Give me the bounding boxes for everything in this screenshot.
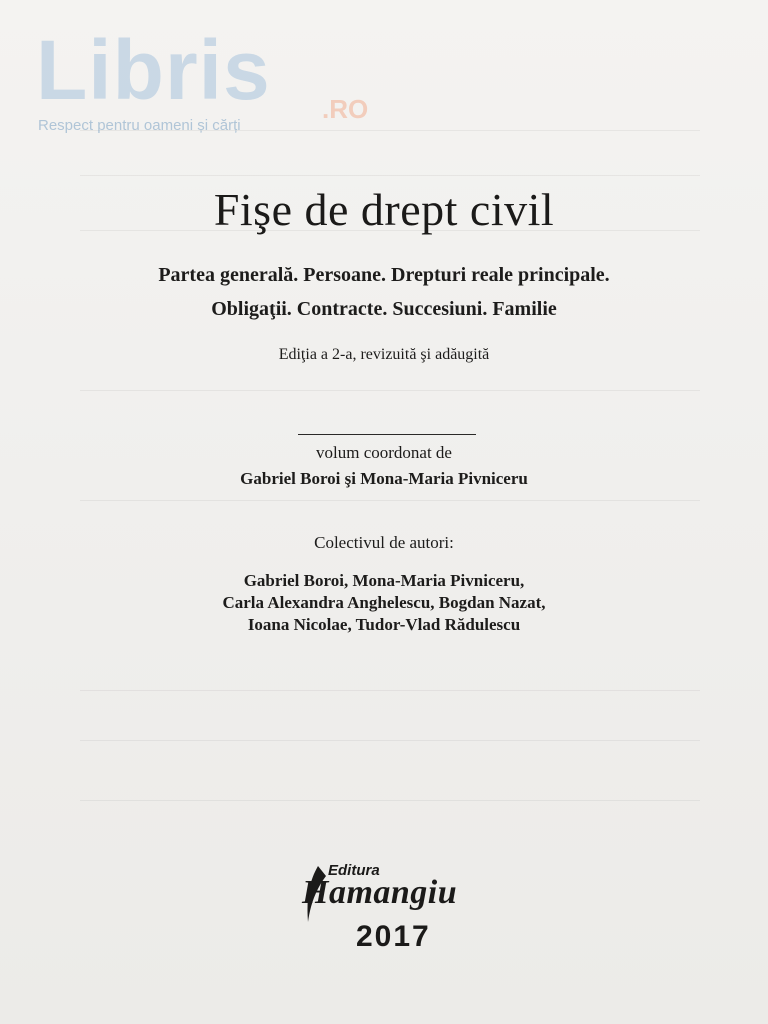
authors-heading: Colectivul de autori: bbox=[314, 533, 454, 552]
publisher-name: Hamangiu bbox=[302, 874, 458, 911]
bleed-line bbox=[80, 390, 700, 391]
publication-year: 2017 bbox=[356, 920, 431, 953]
watermark-logo bbox=[36, 22, 369, 142]
author-line: Carla Alexandra Anghelescu, Bogdan Nazat, bbox=[222, 593, 546, 612]
bleed-line bbox=[80, 175, 700, 176]
bleed-line bbox=[80, 690, 700, 691]
author-line: Ioana Nicolae, Tudor-Vlad Rădulescu bbox=[247, 615, 521, 634]
bleed-line bbox=[80, 500, 700, 501]
edition-note: Ediţia a 2-a, revizuită şi adăugită bbox=[278, 346, 490, 363]
author-line: Gabriel Boroi, Mona-Maria Pivniceru, bbox=[243, 571, 525, 590]
publisher-label: Editura bbox=[328, 862, 380, 879]
watermark-brand: Libris bbox=[36, 23, 271, 117]
bleed-line bbox=[80, 800, 700, 801]
watermark-suffix: .RO bbox=[322, 94, 369, 124]
coordinators: Gabriel Boroi şi Mona-Maria Pivniceru bbox=[240, 469, 528, 488]
watermark-tagline: Respect pentru oameni și cărți bbox=[38, 117, 241, 134]
book-title: Fişe de drept civil bbox=[213, 184, 555, 235]
subtitle-line-2: Obligaţii. Contracte. Succesiuni. Familie bbox=[211, 298, 557, 320]
divider bbox=[298, 434, 476, 435]
volume-label: volum coordonat de bbox=[316, 443, 452, 462]
subtitle-line-1: Partea generală. Persoane. Drepturi reale principale. bbox=[158, 264, 610, 286]
bleed-line bbox=[80, 740, 700, 741]
